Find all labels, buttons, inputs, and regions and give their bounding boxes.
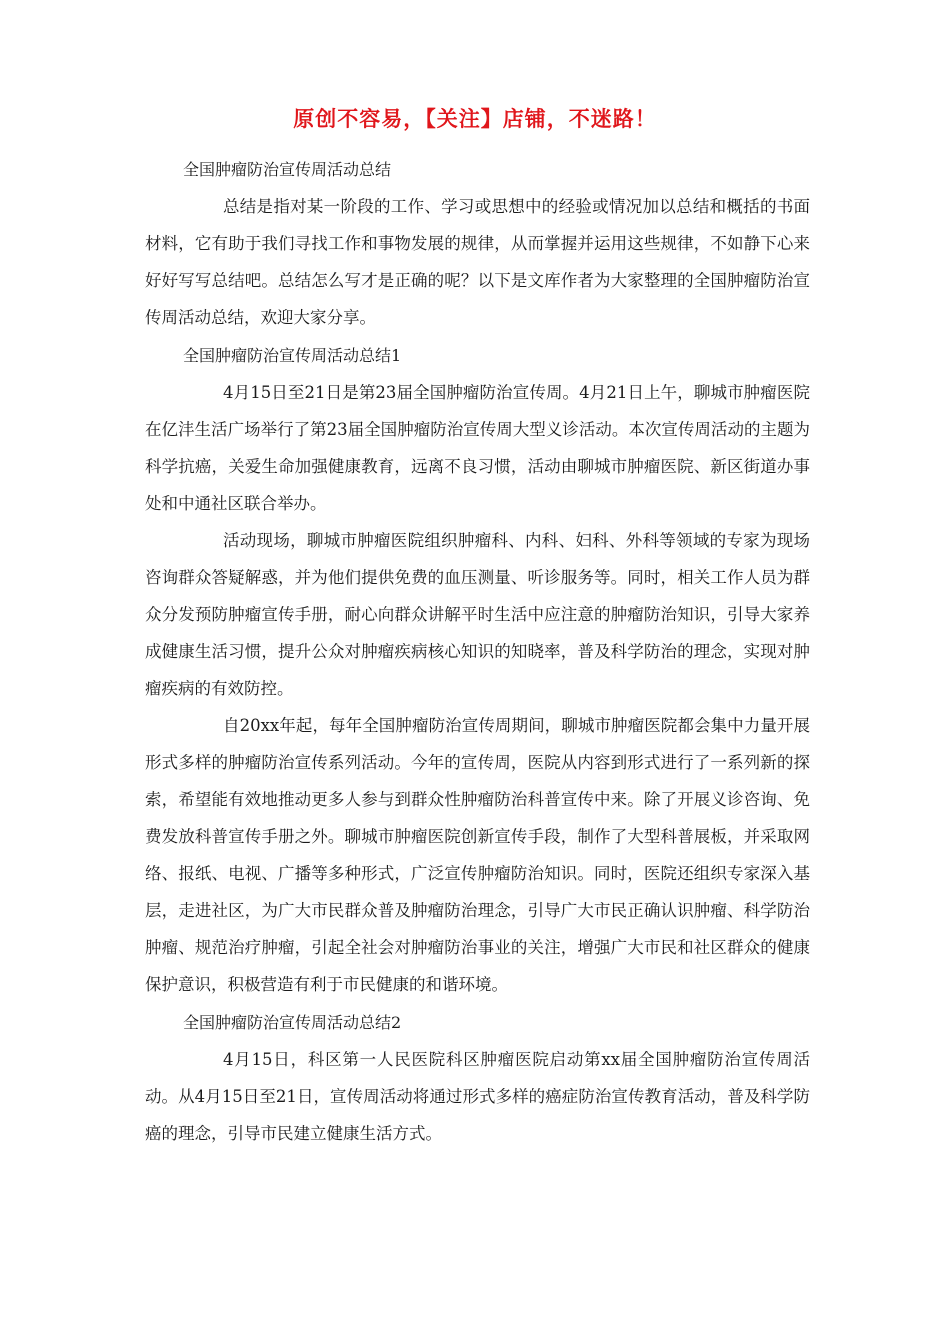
section-1-paragraph-3: 自20xx年起，每年全国肿瘤防治宣传周期间，聊城市肿瘤医院都会集中力量开展形式多样的肿瘤防治宣传系列活动。今年的宣传周，医院从内容到形式进行了一系列新的探索，希望能有效地推动更多人参与到群众性肿瘤防治科普宣传中来。除了开展义诊咨询、免费发放科普宣传手册之外。聊城市肿瘤医院创新宣传手段，制作了大型科普展板，并采取网络、报纸、电视、广播等多种形式，广泛宣传肿瘤防治知识。同时，医院还组织专家深入基层，走进社区，为广大市民群众普及肿瘤防治理念，引导广大市民正确认识肿瘤、科学防治肿瘤、规范治疗肿瘤，引起全社会对肿瘤防治事业的关注，增强广大市民和社区群众的健康保护意识，积极营造有利于市民健康的和谐环境。 xyxy=(145,716,810,994)
document-title: 全国肿瘤防治宣传周活动总结 xyxy=(183,160,392,179)
section-1-paragraph-1: 4月15日至21日是第23届全国肿瘤防治宣传周。4月21日上午，聊城市肿瘤医院在亿沣生活广场举行了第23届全国肿瘤防治宣传周大型义诊活动。本次宣传周活动的主题为科学抗癌，关爱生命加强健康教育，远离不良习惯，活动由聊城市肿瘤医院、新区街道办事处和中通社区联合举办。 xyxy=(145,383,810,513)
promo-banner: 原创不容易，【关注】店铺，不迷路！ xyxy=(293,106,657,131)
document-body xyxy=(145,152,810,1152)
section-2-paragraph-1: 4月15日，科区第一人民医院科区肿瘤医院启动第xx届全国肿瘤防治宣传周活动。从4月15日至21日，宣传周活动将通过形式多样的癌症防治宣传教育活动，普及科学防癌的理念，引导市民建立健康生活方式。 xyxy=(145,1050,810,1143)
section-2-heading: 全国肿瘤防治宣传周活动总结2 xyxy=(183,1013,402,1032)
intro-paragraph: 总结是指对某一阶段的工作、学习或思想中的经验或情况加以总结和概括的书面材料，它有助于我们寻找工作和事物发展的规律，从而掌握并运用这些规律，不如静下心来好好写写总结吧。总结怎么写才是正确的呢？以下是文库作者为大家整理的全国肿瘤防治宣传周活动总结，欢迎大家分享。 xyxy=(145,197,810,327)
section-1-heading: 全国肿瘤防治宣传周活动总结1 xyxy=(183,346,402,365)
section-1-paragraph-2: 活动现场，聊城市肿瘤医院组织肿瘤科、内科、妇科、外科等领域的专家为现场咨询群众答疑解惑，并为他们提供免费的血压测量、听诊服务等。同时，相关工作人员为群众分发预防肿瘤宣传手册，耐心向群众讲解平时生活中应注意的肿瘤防治知识，引导大家养成健康生活习惯，提升公众对肿瘤疾病核心知识的知晓率，普及科学防治的理念，实现对肿瘤疾病的有效防控。 xyxy=(145,531,810,698)
